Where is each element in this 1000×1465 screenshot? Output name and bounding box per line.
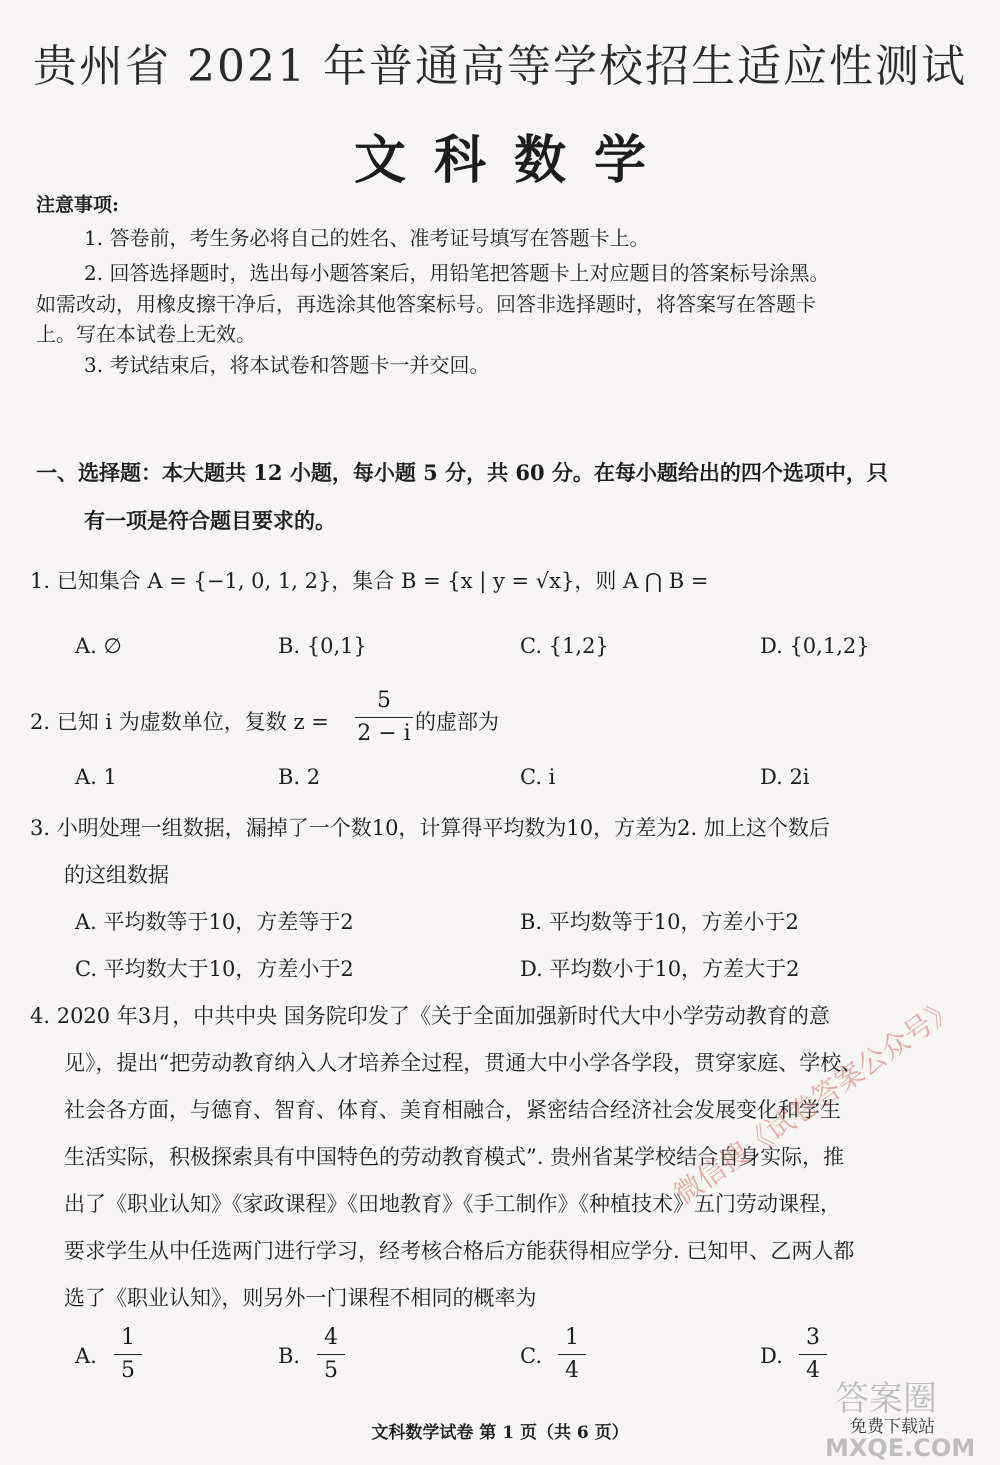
question-2-stem-suffix: 的虚部为 bbox=[415, 710, 499, 734]
notice-line-3: 3. 考试结束后，将本试卷和答题卡一并交回。 bbox=[84, 353, 490, 377]
notice-heading: 注意事项: bbox=[36, 194, 120, 216]
fraction-numerator: 1 bbox=[565, 1325, 579, 1350]
question-3-stem-line-2: 的这组数据 bbox=[64, 863, 169, 887]
question-4-line-3: 社会各方面，与德育、智育、体育、美育相融合，紧密结合经济社会发展变化和学生 bbox=[64, 1098, 841, 1122]
question-1-option-d: D. {0,1,2} bbox=[760, 634, 870, 658]
fraction-bar bbox=[317, 1354, 345, 1355]
question-2-option-c: C. i bbox=[520, 765, 556, 789]
notice-line-2b: 如需改动，用橡皮擦干净后，再选涂其他答案标号。回答非选择题时，将答案写在答题卡 bbox=[36, 292, 816, 316]
question-1-stem: 1. 已知集合 A = {−1, 0, 1, 2}，集合 B = {x | y = √x}，则 A ⋂ B = bbox=[30, 569, 709, 593]
question-3-option-b: B. 平均数等于10，方差小于2 bbox=[520, 910, 799, 934]
fraction-numerator: 5 bbox=[377, 688, 391, 713]
question-2-option-b: B. 2 bbox=[278, 765, 321, 789]
question-1-option-a: A. ∅ bbox=[75, 634, 122, 658]
fraction-denominator: 2 − i bbox=[357, 721, 411, 746]
question-3-stem-line-1: 3. 小明处理一组数据，漏掉了一个数10，计算得平均数为10，方差为2. 加上这个数后 bbox=[30, 816, 830, 840]
question-4-option-a-fraction bbox=[114, 1325, 142, 1384]
notice-line-2a: 2. 回答选择题时，选出每小题答案后，用铅笔把答题卡上对应题目的答案标号涂黑。 bbox=[84, 261, 830, 285]
question-4-option-d-label: D. bbox=[760, 1344, 783, 1368]
question-4-line-5: 出了《职业认知》《家政课程》《田地教育》《手工制作》《种植技术》五门劳动课程， bbox=[64, 1192, 841, 1216]
question-4-line-7: 选了《职业认知》，则另外一门课程不相同的概率为 bbox=[64, 1286, 537, 1310]
question-4-line-6: 要求学生从中任选两门进行学习，经考核合格后方能获得相应学分. 已知甲、乙两人都 bbox=[64, 1239, 855, 1263]
question-4-option-a-label: A. bbox=[75, 1344, 97, 1368]
question-4-line-4: 生活实际，积极探索具有中国特色的劳动教育模式”. 贵州省某学校结合自身实际，推 bbox=[64, 1145, 845, 1169]
question-4-option-c-label: C. bbox=[520, 1344, 542, 1368]
question-4-option-c-fraction bbox=[558, 1325, 586, 1384]
question-2-option-d: D. 2i bbox=[760, 765, 810, 789]
section-heading-line-2: 有一项是符合题目要求的。 bbox=[84, 508, 336, 533]
fraction-denominator: 4 bbox=[565, 1358, 579, 1383]
fraction-denominator: 4 bbox=[806, 1358, 820, 1383]
notice-line-2c: 上。写在本试卷上无效。 bbox=[36, 322, 256, 346]
logo-url: MXQE.COM bbox=[825, 1434, 976, 1460]
question-4-option-b-label: B. bbox=[278, 1344, 301, 1368]
question-1-option-c: C. {1,2} bbox=[520, 634, 609, 658]
exam-title: 贵州省 2021 年普通高等学校招生适应性测试 bbox=[33, 41, 967, 92]
question-2-stem-prefix: 2. 已知 i 为虚数单位，复数 z = bbox=[30, 710, 329, 734]
fraction-bar bbox=[799, 1354, 827, 1355]
question-4-option-b-fraction bbox=[317, 1325, 345, 1384]
question-2-option-a: A. 1 bbox=[75, 765, 117, 789]
logo-subtitle: 免费下载站 bbox=[850, 1417, 935, 1437]
fraction-numerator: 1 bbox=[121, 1325, 135, 1350]
question-3-option-c: C. 平均数大于10，方差小于2 bbox=[75, 957, 354, 981]
fraction-bar bbox=[355, 717, 413, 718]
question-3-option-d: D. 平均数小于10，方差大于2 bbox=[520, 957, 800, 981]
subject-title: 文科数学 bbox=[353, 130, 674, 191]
page-footer: 文科数学试卷 第 1 页（共 6 页） bbox=[371, 1423, 629, 1443]
fraction-bar bbox=[558, 1354, 586, 1355]
question-4-line-1: 4. 2020 年3月，中共中央 国务院印发了《关于全面加强新时代大中小学劳动教育的意 bbox=[30, 1004, 830, 1028]
site-logo bbox=[815, 1370, 990, 1460]
logo-graphic bbox=[815, 1370, 990, 1460]
watermark-text: 微信搜《试卷答案公众号》 bbox=[667, 991, 963, 1212]
fraction-bar bbox=[114, 1354, 142, 1355]
question-1-option-b: B. {0,1} bbox=[278, 634, 367, 658]
question-2-fraction bbox=[355, 688, 413, 747]
fraction-numerator: 4 bbox=[324, 1325, 338, 1350]
fraction-denominator: 5 bbox=[324, 1358, 338, 1383]
question-3-option-a: A. 平均数等于10，方差等于2 bbox=[75, 910, 354, 934]
fraction-numerator: 3 bbox=[806, 1325, 820, 1350]
fraction-denominator: 5 bbox=[121, 1358, 135, 1383]
notice-line-1: 1. 答卷前，考生务必将自己的姓名、准考证号填写在答题卡上。 bbox=[84, 226, 650, 250]
question-4-line-2: 见》，提出“把劳动教育纳入人才培养全过程，贯通大中小学各学段，贯穿家庭、学校、 bbox=[64, 1051, 863, 1075]
logo-title: 答案圈 bbox=[835, 1379, 937, 1419]
section-heading-line-1: 一、选择题：本大题共 12 小题，每小题 5 分，共 60 分。在每小题给出的四个选项中，只 bbox=[36, 460, 888, 485]
